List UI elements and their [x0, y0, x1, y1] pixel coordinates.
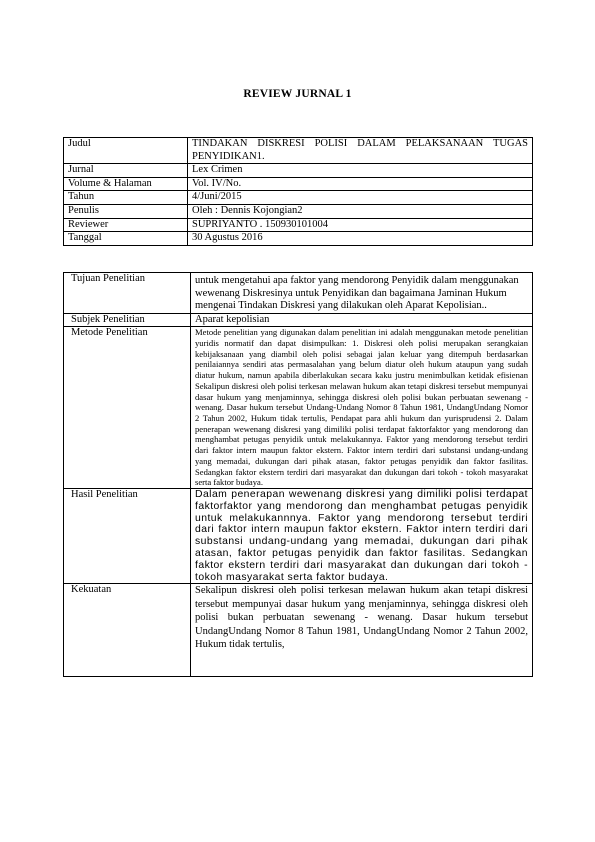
table-row: [64, 232, 533, 246]
value-penulis: Oleh : Dennis Kojongian2: [188, 204, 533, 218]
metode-text-part-2: Faktor yang mendorong tersebut terdiri dari faktor intern maupun faktor ekstern. Faktor intern terdiri dari substansi undang-undang yang memadai, dukungan dari pihak atasan, faktor petugas penyidik dan faktor fasilitas. Sedangkan faktor ekstern terdiri dari masyarakat dan dukungan dari tokoh - tokoh masyarakat serta faktor budaya.: [195, 434, 528, 488]
journal-info-table: [63, 137, 533, 246]
table-row: [64, 218, 533, 232]
label-tahun: Tahun: [64, 191, 188, 205]
value-tanggal: 30 Agustus 2016: [188, 232, 533, 246]
review-table: [63, 272, 533, 677]
table-row: [64, 313, 533, 327]
table-row: [64, 488, 533, 583]
label-metode: Metode Penelitian: [64, 327, 191, 489]
label-reviewer: Reviewer: [64, 218, 188, 232]
table-row: [64, 273, 533, 314]
label-subjek: Subjek Penelitian: [64, 313, 191, 327]
table-row: [64, 177, 533, 191]
label-tujuan: Tujuan Penelitian: [64, 273, 191, 314]
label-jurnal: Jurnal: [64, 164, 188, 178]
document-title: REVIEW JURNAL 1: [243, 88, 352, 100]
table-row: [64, 164, 533, 178]
table-row: [64, 138, 533, 164]
value-jurnal: Lex Crimen: [188, 164, 533, 178]
label-kekuatan: Kekuatan: [64, 584, 191, 677]
value-hasil: Dalam penerapan wewenang diskresi yang dimiliki polisi terdapat faktorfaktor yang mendorong dan menghambat petugas penyidik untuk melakukannnya. Faktor yang mendorong tersebut terdiri dari faktor intern maupun faktor ekstern. Faktor intern terdiri dari substansi undang-undang yang memadai, dukungan dari pihak atasan, faktor petugas penyidik dan faktor fasilitas. Sedangkan faktor ekstern terdiri dari masyarakat dan dukungan dari tokoh - tokoh masyarakat serta faktor budaya.: [191, 488, 533, 583]
label-judul: Judul: [64, 138, 188, 164]
table-row: [64, 204, 533, 218]
value-judul: TINDAKAN DISKRESI POLISI DALAM PELAKSANAAN TUGAS PENYIDIKAN1.: [188, 138, 533, 164]
value-subjek: Aparat kepolisian: [191, 313, 533, 327]
label-penulis: Penulis: [64, 204, 188, 218]
value-volume: Vol. IV/No.: [188, 177, 533, 191]
table-row: [64, 327, 533, 489]
value-metode: [191, 327, 533, 489]
label-hasil: Hasil Penelitian: [64, 488, 191, 583]
kekuatan-text: Sekalipun diskresi oleh polisi terkesan melawan hukum akan tetapi diskresi tersebut mempunyai dasar hukum yang menjaminnya, sehingga diskresi oleh polisi bukan perbuatan sewenang - wenang. Dasar hukum tersebut UndangUndang Nomor 8 Tahun 1981, UndangUndang Nomor 2 Tahun 2002, Hukum tidak tertulis,: [195, 585, 528, 650]
label-tanggal: Tanggal: [64, 232, 188, 246]
metode-text-part-1: Metode penelitian yang digunakan dalam penelitian ini adalah menggunakan metode penelitian yuridis normatif dan dapat disimpulkan: 1. Diskresi oleh polisi merupakan serangkaian kebijaksanaan yang diambil oleh polisi sebagai jalan keluar yang ditempuh berdasarkan penilaiannya sendiri atas permasalahan yang belum diatur oleh hukum ataupun yang sudah diatur hukum, namun apabila diberlakukan secara kaku justru menimbulkan ketidak efisienan Sekalipun diskresi oleh polisi terkesan melawan hukum akan tetapi diskresi tersebut mempunyai dasar hukum yang menjaminnya, sehingga diskresi oleh polisi bukan perbuatan sewenang - wenang. Dasar hukum tersebut Undang-Undang Nomor 8 Tahun 1981, UndangUndang Nomor 2 Tahun 2002, Hukum tidak tertulis, Pendapat para ahli hukum dan yurisprudensi 2. Dalam penerapan wewenang diskresi yang dimiliki polisi terdapat faktorfaktor yang mendorong dan menghambat petugas penyidik untuk melakukannya.: [195, 327, 528, 445]
value-reviewer: SUPRIYANTO . 150930101004: [188, 218, 533, 232]
value-kekuatan: [191, 584, 533, 677]
table-row: [64, 191, 533, 205]
value-tujuan: untuk mengetahui apa faktor yang mendorong Penyidik dalam menggunakan wewenang Diskresinya untuk Penyidikan dan bagaimana Jaminan Hukum mengenai Tindakan Diskresi yang dilakukan oleh Aparat Kepolisian..: [191, 273, 533, 314]
label-volume: Volume & Halaman: [64, 177, 188, 191]
value-tahun: 4/Juni/2015: [188, 191, 533, 205]
table-row: [64, 584, 533, 677]
